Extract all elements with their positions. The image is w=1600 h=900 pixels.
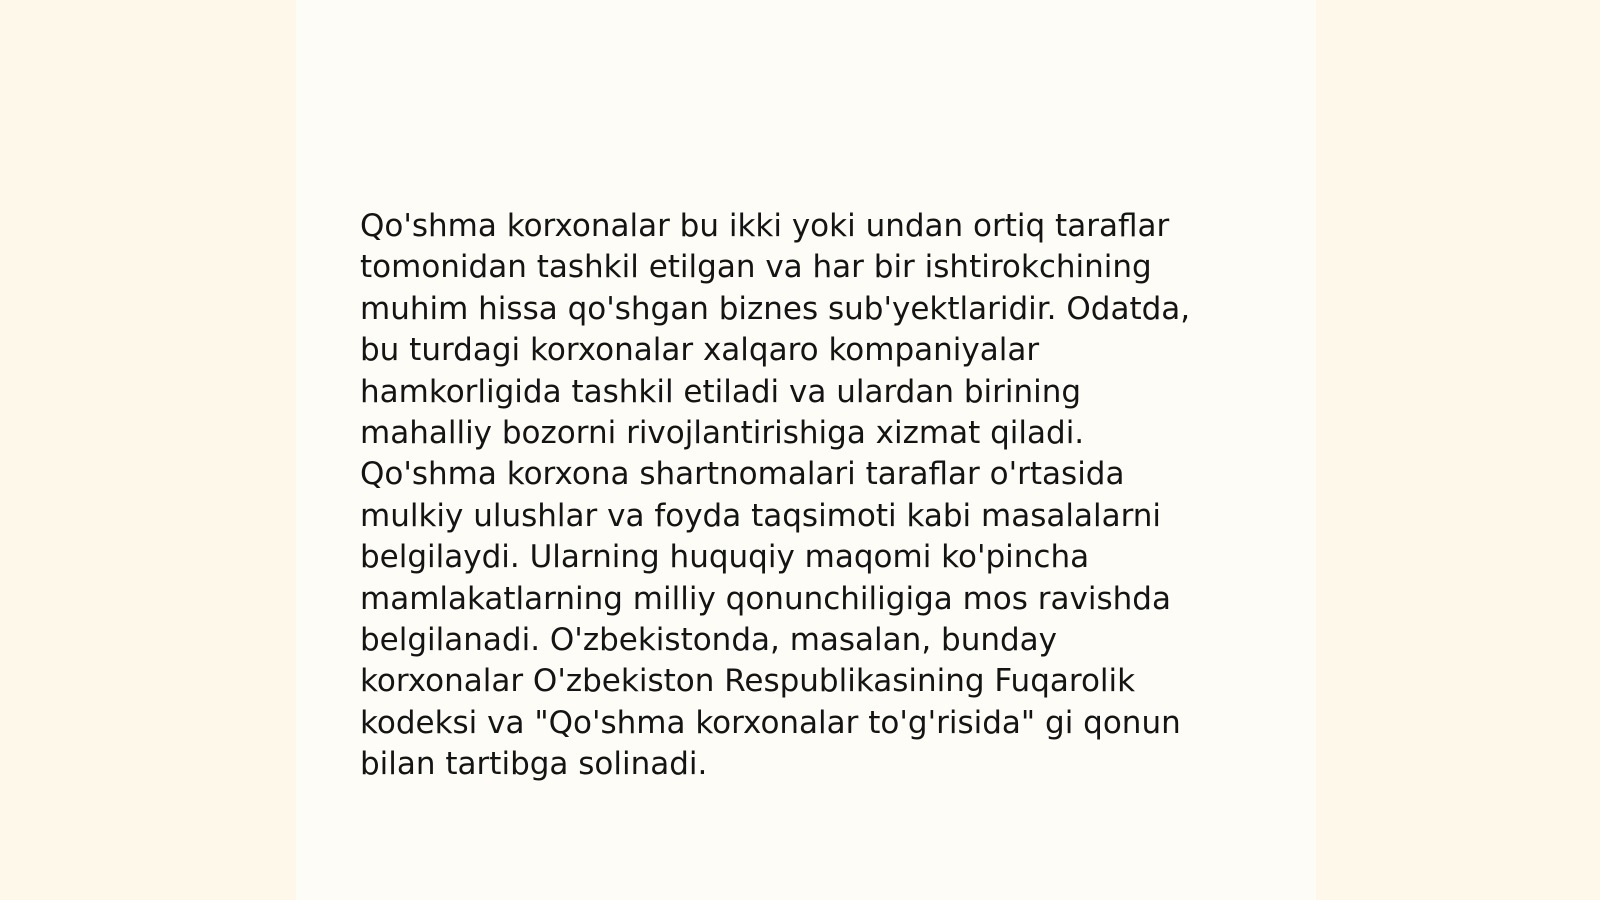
paragraph-line: belgilanadi. O'zbekistonda, masalan, bunday bbox=[360, 622, 1058, 659]
paragraph-line: Qo'shma korxona shartnomalari taraflar o'rtasida bbox=[360, 456, 1125, 493]
paragraph-line: kodeksi va "Qo'shma korxonalar to'g'risida" gi qonun bbox=[360, 704, 1181, 741]
paragraph-line: muhim hissa qo'shgan biznes sub'yektlaridir. Odatda, bbox=[360, 290, 1191, 327]
paragraph-line: mulkiy ulushlar va foyda taqsimoti kabi masalalarni bbox=[360, 497, 1162, 534]
body-paragraph bbox=[360, 206, 1260, 786]
paragraph-line: mahalliy bozorni rivojlantirishiga xizmat qiladi. bbox=[360, 415, 1085, 452]
paragraph-line: Qo'shma korxonalar bu ikki yoki undan ortiq taraflar bbox=[360, 208, 1170, 244]
paragraph-line: bu turdagi korxonalar xalqaro kompaniyalar bbox=[360, 332, 1040, 369]
paragraph-line: bilan tartibga solinadi. bbox=[360, 746, 708, 783]
paragraph-line: belgilaydi. Ularning huquqiy maqomi ko'pincha bbox=[360, 539, 1090, 576]
paragraph-line: tomonidan tashkil etilgan va har bir ishtirokchining bbox=[360, 249, 1152, 286]
paragraph-line: hamkorligida tashkil etiladi va ulardan birining bbox=[360, 373, 1082, 410]
paragraph-line: mamlakatlarning milliy qonunchiligiga mos ravishda bbox=[360, 580, 1171, 617]
paragraph-line: korxonalar O'zbekiston Respublikasining Fuqarolik bbox=[360, 663, 1136, 700]
